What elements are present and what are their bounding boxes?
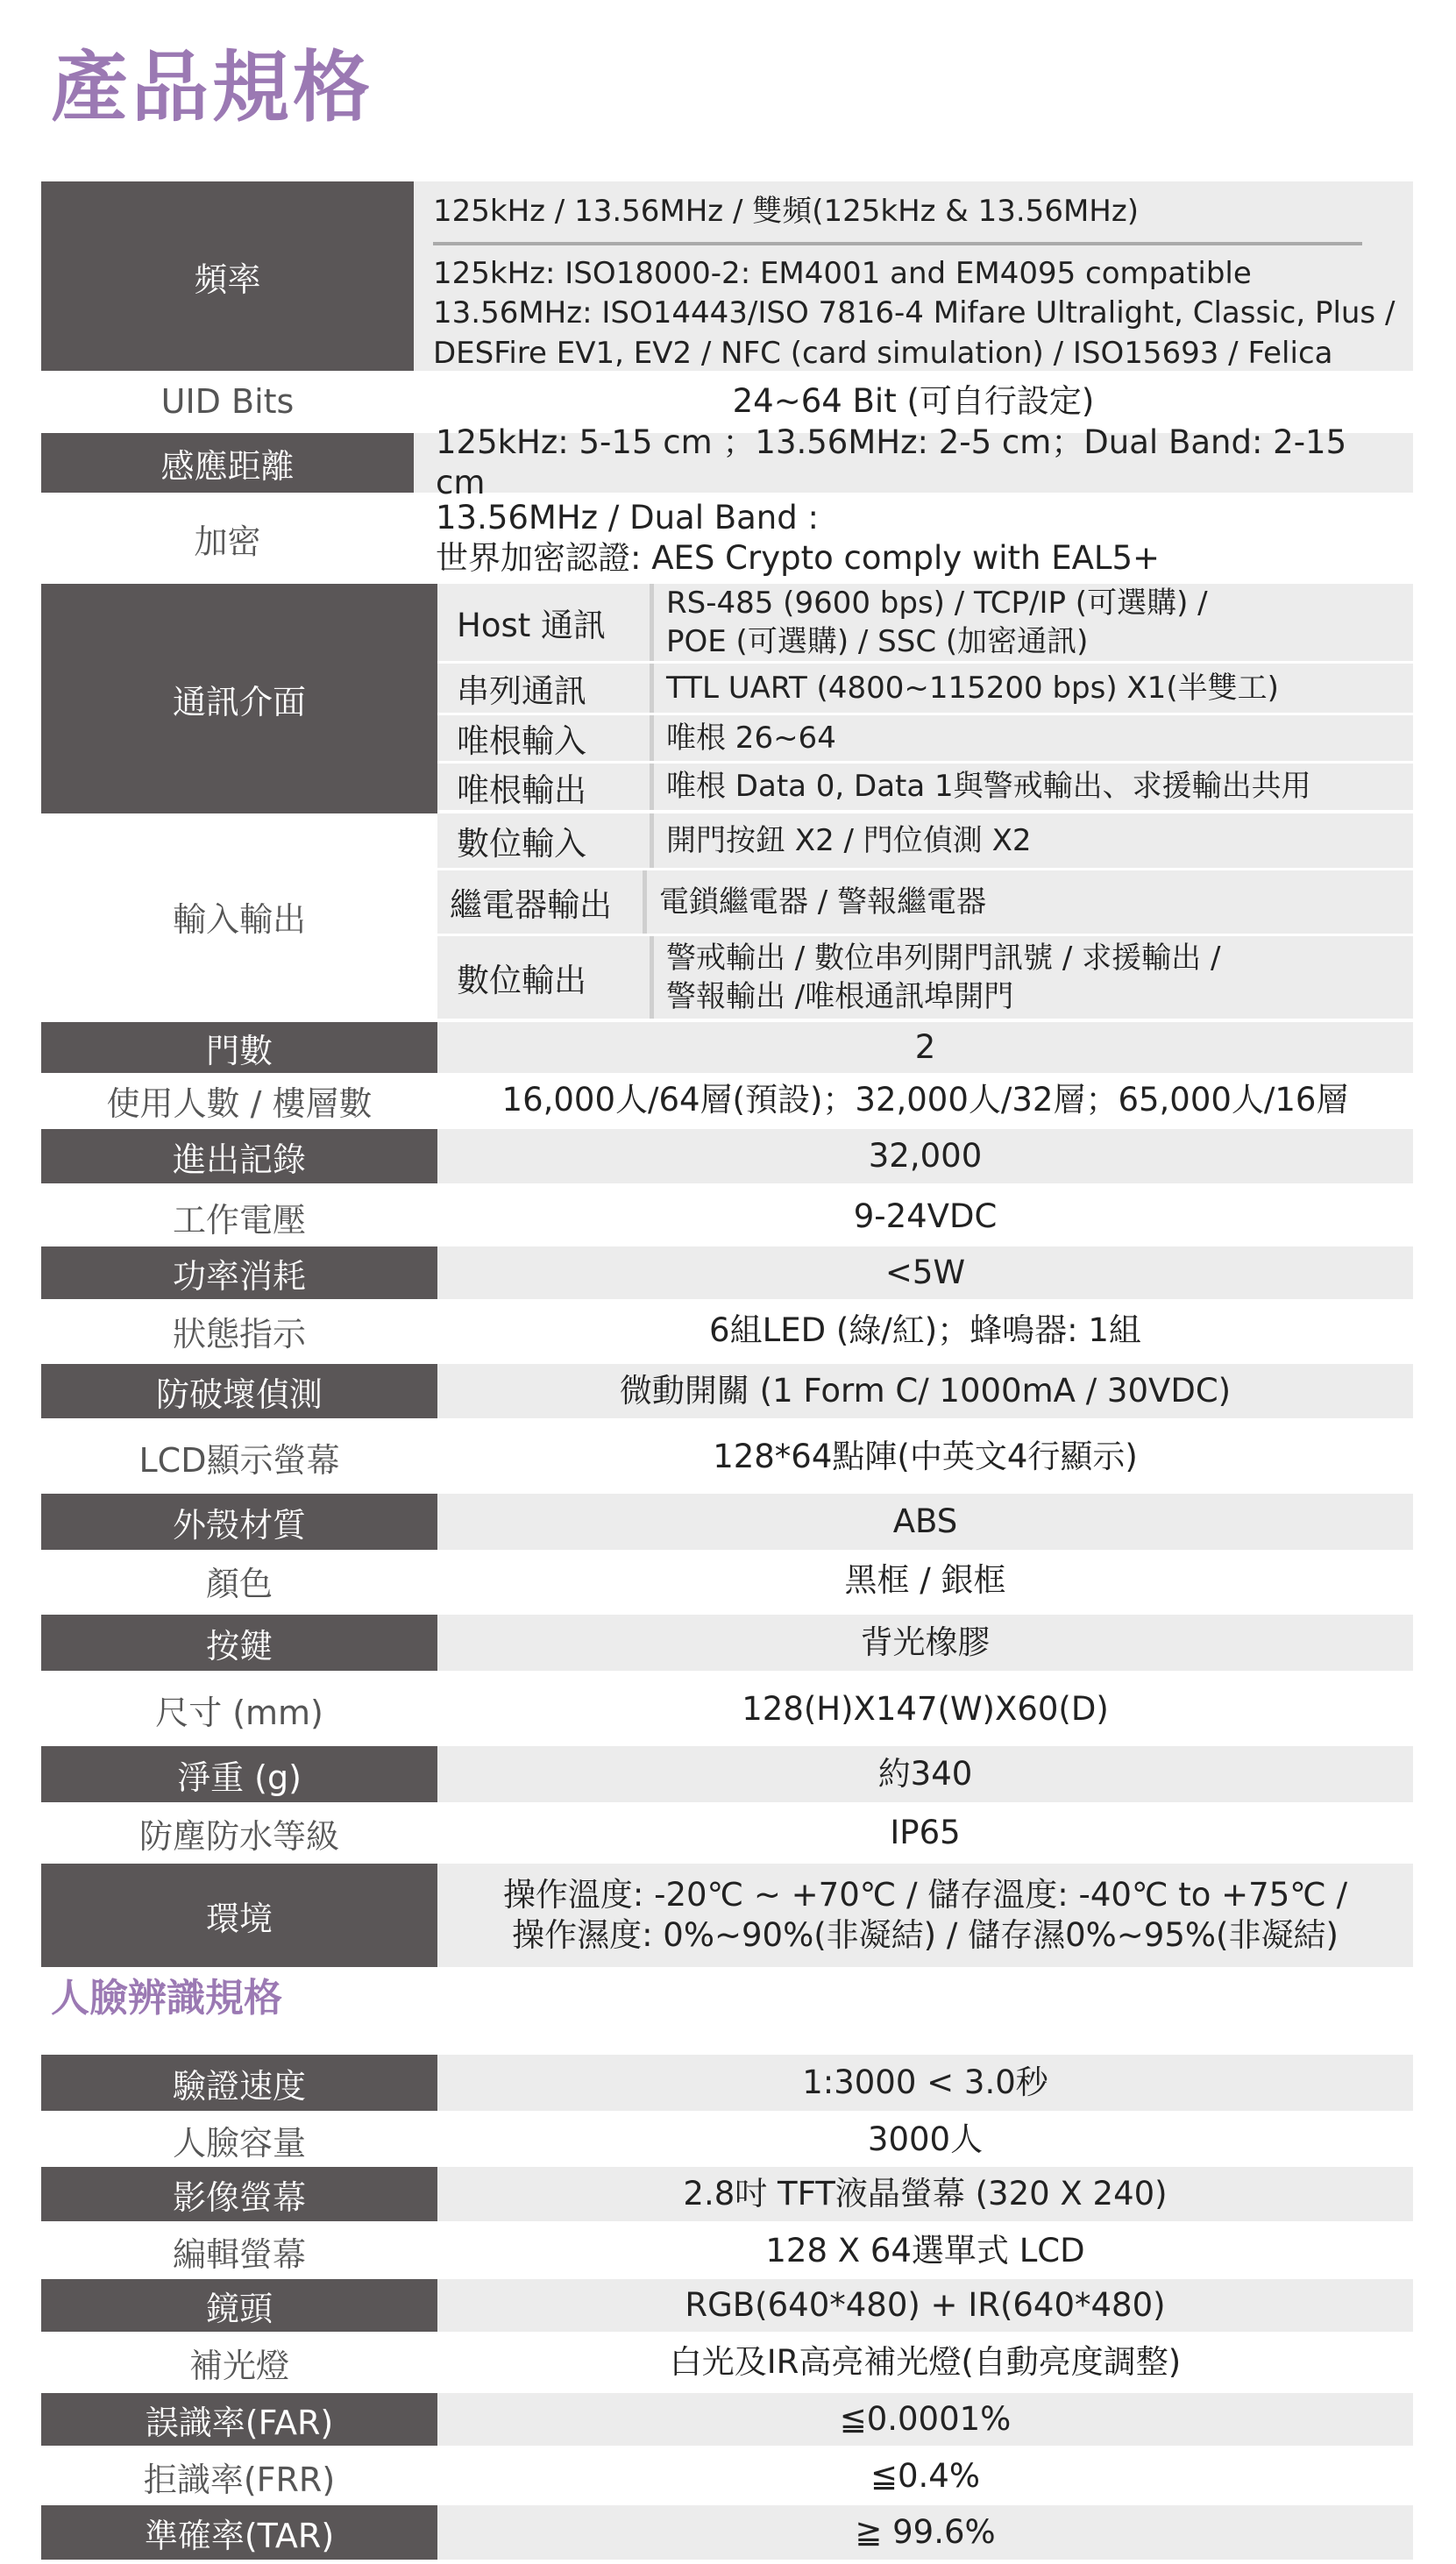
spec-value: ≦0.4% — [870, 2456, 980, 2495]
spec-value: 1:3000 < 3.0秒 — [802, 2063, 1048, 2101]
spec-label: 影像螢幕 — [41, 2167, 437, 2221]
spec-row-tamper — [41, 1364, 1413, 1418]
spec-value: 24~64 Bit (可自行設定) — [732, 381, 1095, 420]
spec-value: 125kHz: 5-15 cm ；13.56MHz: 2-5 cm；Dual Band: 2-15 cm — [436, 423, 1347, 501]
spec-row-lcd — [41, 1424, 1413, 1490]
spec-value: 16,000人/64層(預設)；32,000人/32層；65,000人/16層 — [501, 1080, 1349, 1119]
face-row-capacity — [41, 2114, 1413, 2165]
spec-row-status — [41, 1304, 1413, 1357]
spec-value: ≦0.0001% — [839, 2399, 1012, 2438]
face-row-fill-light — [41, 2335, 1413, 2390]
spec-value: RGB(640*480) + IR(640*480) — [685, 2285, 1166, 2324]
environment-temperature: 操作溫度: -20℃ ~ +70℃ / 儲存溫度: -40℃ to +75℃ / — [502, 1875, 1348, 1914]
spec-value: 背光橡膠 — [860, 1623, 991, 1661]
frequency-1356mhz: 13.56MHz: ISO14443/ISO 7816-4 Mifare Ultralight, Classic, Plus / — [433, 295, 1396, 331]
spec-label: 誤識率(FAR) — [41, 2393, 437, 2446]
face-row-speed — [41, 2055, 1413, 2111]
spec-label: 使用人數 / 樓層數 — [106, 1083, 373, 1123]
spec-row-keypad — [41, 1615, 1413, 1671]
sub-value: 唯根 Data 0, Data 1與警戒輸出、求援輸出共用 — [666, 769, 1311, 805]
sub-label: 唯根輸入 — [437, 715, 654, 761]
frequency-1356mhz-cont: DESFire EV1, EV2 / NFC (card simulation) / ISO15693 / Felica — [433, 335, 1333, 371]
spec-row-encryption — [41, 496, 1413, 580]
spec-value: 3000人 — [867, 2120, 984, 2158]
spec-label: 環境 — [41, 1864, 437, 1967]
subrow-host — [437, 584, 1413, 664]
face-row-lens — [41, 2279, 1413, 2332]
spec-row-color — [41, 1553, 1413, 1608]
digital-out-line-2: 警報輸出 /唯根通訊埠開門 — [666, 979, 1014, 1014]
frequency-bands: 125kHz / 13.56MHz / 雙頻(125kHz & 13.56MHz) — [433, 192, 1362, 245]
spec-row-power — [41, 1246, 1413, 1299]
spec-row-distance — [41, 423, 1413, 501]
spec-value: 2 — [914, 1027, 936, 1066]
spec-label: 外殼材質 — [41, 1494, 437, 1550]
spec-row-weight — [41, 1746, 1413, 1802]
environment-humidity: 操作濕度: 0%~90%(非凝結) / 儲存濕0%~95%(非凝結) — [512, 1916, 1339, 1954]
spec-value: <5W — [884, 1253, 966, 1291]
spec-label: 鏡頭 — [41, 2279, 437, 2332]
spec-label: 準確率(TAR) — [41, 2505, 437, 2560]
spec-label: 人臉容量 — [172, 2123, 306, 2163]
spec-label: 補光燈 — [188, 2346, 289, 2385]
sub-value — [654, 936, 1413, 1019]
spec-subtable — [437, 584, 1413, 813]
encryption-bands: 13.56MHz / Dual Band : — [436, 498, 819, 536]
sub-label: 串列通訊 — [437, 664, 654, 713]
subrow-wiegand-in — [437, 715, 1413, 764]
spec-row-environment — [41, 1864, 1413, 1967]
spec-value: ≧ 99.6% — [855, 2512, 996, 2551]
spec-label: 驗證速度 — [41, 2055, 437, 2111]
spec-value: 128 X 64選單式 LCD — [765, 2231, 1085, 2269]
spec-value: ABS — [892, 1502, 958, 1540]
sub-value: 開門按鈕 X2 / 門位偵測 X2 — [666, 822, 1032, 858]
spec-value: 32,000 — [868, 1136, 983, 1175]
spec-label: 尺寸 (mm) — [155, 1693, 323, 1732]
sub-value — [654, 584, 1413, 661]
spec-value — [437, 1864, 1413, 1967]
host-line-1: RS-485 (9600 bps) / TCP/IP (可選購) / — [666, 585, 1208, 621]
spec-value: IP65 — [890, 1813, 961, 1851]
spec-label: 通訊介面 — [41, 584, 437, 813]
spec-label: 淨重 (g) — [41, 1746, 437, 1802]
spec-row-frequency — [41, 181, 1413, 371]
spec-row-records — [41, 1129, 1413, 1183]
sub-value: 電鎖繼電器 / 警報繼電器 — [659, 884, 987, 920]
spec-label: 編輯螢幕 — [172, 2234, 306, 2274]
spec-label: 防破壞偵測 — [41, 1364, 437, 1418]
sub-label: 數位輸出 — [437, 936, 654, 1019]
face-row-tar — [41, 2505, 1413, 2560]
face-section-title: 人臉辨識規格 — [51, 1976, 282, 2021]
spec-label: 頻率 — [41, 181, 414, 371]
spec-value: 白光及IR高亮補光燈(自動亮度調整) — [669, 2342, 1182, 2381]
spec-value: 黑框 / 銀框 — [844, 1560, 1006, 1599]
host-line-2: POE (可選購) / SSC (加密通訊) — [666, 624, 1089, 659]
spec-label: 功率消耗 — [41, 1246, 437, 1299]
subrow-relay — [437, 870, 1413, 936]
spec-row-ip-rating — [41, 1806, 1413, 1860]
face-row-far — [41, 2393, 1413, 2446]
spec-value: 約340 — [877, 1754, 973, 1793]
spec-row-doors — [41, 1022, 1413, 1073]
spec-label: 進出記錄 — [41, 1129, 437, 1183]
subrow-wiegand-out — [437, 764, 1413, 813]
spec-label: 工作電壓 — [172, 1200, 306, 1239]
sub-label: 唯根輸出 — [437, 764, 654, 810]
subrow-digital-in — [437, 813, 1413, 870]
face-row-edit-screen — [41, 2225, 1413, 2277]
sub-label: 數位輸入 — [437, 813, 654, 868]
frequency-125khz: 125kHz: ISO18000-2: EM4001 and EM4095 compatible — [433, 256, 1252, 292]
spec-value: 6組LED (綠/紅)；蜂鳴器: 1組 — [709, 1310, 1141, 1349]
spec-value: 9-24VDC — [853, 1197, 998, 1235]
spec-value — [414, 181, 1413, 371]
spec-label: 拒識率(FRR) — [143, 2460, 336, 2499]
sub-value: TTL UART (4800~115200 bps) X1(半雙工) — [666, 670, 1279, 706]
spec-value: 128*64點陣(中英文4行顯示) — [713, 1437, 1138, 1475]
spec-row-uid — [41, 374, 1413, 429]
spec-row-voltage — [41, 1190, 1413, 1243]
spec-row-io — [41, 813, 1413, 1019]
spec-row-housing — [41, 1494, 1413, 1550]
spec-row-users-floors — [41, 1075, 1413, 1126]
spec-label: 加密 — [194, 522, 261, 561]
spec-value: 2.8吋 TFT液晶螢幕 (320 X 240) — [683, 2174, 1168, 2212]
spec-value: 微動開關 (1 Form C/ 1000mA / 30VDC) — [619, 1371, 1232, 1410]
spec-label: 顏色 — [205, 1564, 273, 1603]
face-row-display — [41, 2167, 1413, 2221]
spec-label: 感應距離 — [41, 433, 414, 493]
digital-out-line-1: 警戒輸出 / 數位串列開門訊號 / 求援輸出 / — [666, 940, 1221, 976]
spec-value — [414, 496, 1413, 580]
page-title: 產品規格 — [51, 42, 374, 132]
subrow-digital-out — [437, 936, 1413, 1019]
spec-label: 狀態指示 — [172, 1314, 306, 1353]
spec-label: UID Bits — [160, 382, 295, 421]
sub-label: 繼電器輸出 — [437, 870, 647, 934]
spec-label: 防塵防水等級 — [138, 1816, 339, 1856]
spec-label: 門數 — [41, 1022, 437, 1073]
face-row-frr — [41, 2449, 1413, 2504]
sub-value: 唯根 26~64 — [666, 720, 836, 756]
spec-row-communication — [41, 584, 1413, 813]
spec-row-dimensions — [41, 1676, 1413, 1743]
spec-label: LCD顯示螢幕 — [138, 1440, 340, 1480]
encryption-cert: 世界加密認證: AES Crypto comply with EAL5+ — [436, 539, 1161, 577]
spec-label: 按鍵 — [41, 1615, 437, 1671]
spec-value: 128(H)X147(W)X60(D) — [742, 1689, 1109, 1728]
spec-subtable — [437, 813, 1413, 1019]
sub-label: Host 通訊 — [437, 584, 654, 661]
subrow-serial — [437, 664, 1413, 715]
spec-label: 輸入輸出 — [172, 899, 306, 939]
